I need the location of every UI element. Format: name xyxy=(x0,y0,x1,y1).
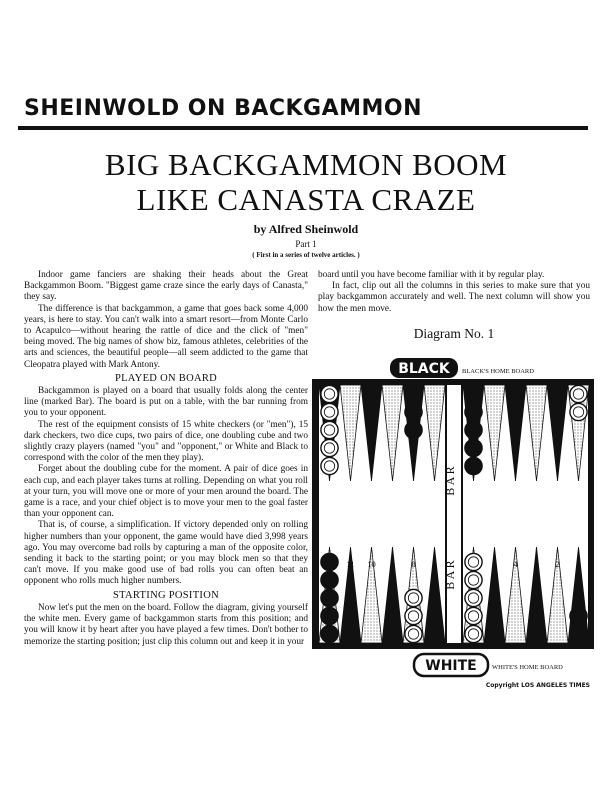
paragraph: Backgammon is played on a board that usually folds along the center line (marked Bar). The board is put on a table, with the bar running from you to your opponent. xyxy=(24,386,308,419)
paragraph: Indoor game fanciers are shaking their heads about the Great Backgammon Boom. "Biggest game craze since the early days of Canasta," they say. xyxy=(24,270,308,303)
page-header: SHEINWOLD ON BACKGAMMON xyxy=(24,96,423,121)
black-checker xyxy=(570,625,587,642)
white-checker xyxy=(465,571,482,588)
left-board xyxy=(319,385,445,643)
point-number: 9 xyxy=(390,559,395,569)
black-checker xyxy=(321,607,338,624)
headline-line-2: LIKE CANASTA CRAZE xyxy=(136,182,476,217)
white-checker xyxy=(321,403,338,420)
black-checker xyxy=(570,607,587,624)
section-heading: STARTING POSITION xyxy=(112,589,219,601)
white-checker xyxy=(321,421,338,438)
black-checker xyxy=(405,421,422,438)
black-checker xyxy=(405,403,422,420)
paragraph: board until you have become familiar with it by regular play. xyxy=(318,270,545,280)
point-number: 11 xyxy=(346,559,355,569)
white-checker xyxy=(321,385,338,402)
white-checker xyxy=(465,607,482,624)
paragraph: Forget about the doubling cube for the moment. A pair of dice goes in each cup, and each player takes turns at rolling. Depending on what you roll at your turn, you will move one or more of your men around the board. The game is a race, and your chief object is to move your men to the goal faster than your opponent can. xyxy=(24,464,308,520)
black-checker xyxy=(321,553,338,570)
paragraph: In fact, clip out all the columns in this series to make sure that you play backgammon accurately and well. The next column will show you how the men move. xyxy=(318,281,590,314)
paragraph: That is, of course, a simplification. If victory depended only on rolling higher numbers than your opponent, the game would have died 3,998 years ago. You may overcome bad rolls by capturing a man of the opposite color, sending it back to the starting point; or you may block men so that they can't move. If you make good use of bad rolls you can often beat an opponent who rolls much higher numbers. xyxy=(24,520,308,587)
headline-line-1: BIG BACKGAMMON BOOM xyxy=(104,147,508,182)
point-number: 4 xyxy=(513,559,518,569)
black-checker xyxy=(321,589,338,606)
paragraph: The difference is that backgammon, a game that goes back some 4,000 years, is here to stay. You can't walk into a smart resort—from Monte Carlo to Acapulco—without hearing the rattle of dice and the click of "men" being moved. The big names of show biz, famous athletes, celebrities of the arts and sciences, the beautiful people—all seem addicted to the game that Cleopatra played with Mark Antony. xyxy=(24,303,308,370)
paragraph: Now let's put the men on the board. Follow the diagram, giving yourself the white men. Every game of backgammon starts from this position; and you will know it by heart after you have played a few times. Don't bother to memorize the starting position; just clip this column out and keep it in your xyxy=(24,602,308,647)
diagram-title: Diagram No. 1 xyxy=(413,326,495,341)
byline: by Alfred Sheinwold xyxy=(253,222,359,236)
white-checker xyxy=(465,589,482,606)
point-number: 8 xyxy=(411,559,416,569)
white-checker xyxy=(321,457,338,474)
point-number: 10 xyxy=(367,559,376,569)
bar-label-bottom: B A R xyxy=(443,560,457,590)
white-checker xyxy=(465,553,482,570)
point-number: 1 xyxy=(576,559,581,569)
point-number: 2 xyxy=(555,559,560,569)
article-column-2 xyxy=(318,270,590,315)
white-checker xyxy=(570,403,587,420)
paragraph: The rest of the equipment consists of 15 white checkers (or "men"), 15 dark checkers, two dice cups, two pairs of dice, one doubling cube and two slightly crazy players (named "you" and "opponent," or White and Black to correspond with the color of the men they play). xyxy=(24,419,308,464)
black-label: BLACK xyxy=(398,361,450,377)
black-checker xyxy=(465,403,482,420)
article-column-1 xyxy=(24,270,308,648)
white-checker xyxy=(321,439,338,456)
point-number: 5 xyxy=(492,559,497,569)
black-checker xyxy=(465,385,482,402)
right-board xyxy=(463,385,588,643)
white-label: WHITE xyxy=(425,658,477,674)
black-checker xyxy=(465,457,482,474)
part-label: Part 1 xyxy=(295,239,317,249)
white-checker xyxy=(405,607,422,624)
white-checker xyxy=(465,625,482,642)
black-checker xyxy=(465,439,482,456)
bar-label-top: B A R xyxy=(443,466,457,496)
white-checker xyxy=(405,625,422,642)
black-checker xyxy=(405,385,422,402)
backgammon-board-diagram xyxy=(310,354,600,684)
black-home-board-label: BLACK'S HOME BOARD xyxy=(462,368,534,375)
black-checker xyxy=(465,421,482,438)
white-checker xyxy=(570,385,587,402)
black-checker xyxy=(321,571,338,588)
point-number: 3 xyxy=(534,559,539,569)
white-home-board-label: WHITE'S HOME BOARD xyxy=(492,664,563,671)
series-note: ( First in a series of twelve articles. ) xyxy=(252,251,360,259)
section-heading: PLAYED ON BOARD xyxy=(114,372,218,384)
bar-strip xyxy=(447,385,461,643)
header-rule xyxy=(18,126,588,130)
white-checker xyxy=(405,589,422,606)
black-checker xyxy=(321,625,338,642)
copyright-line: Copyright LOS ANGELES TIMES xyxy=(485,682,590,689)
point-number: 7 xyxy=(432,559,437,569)
